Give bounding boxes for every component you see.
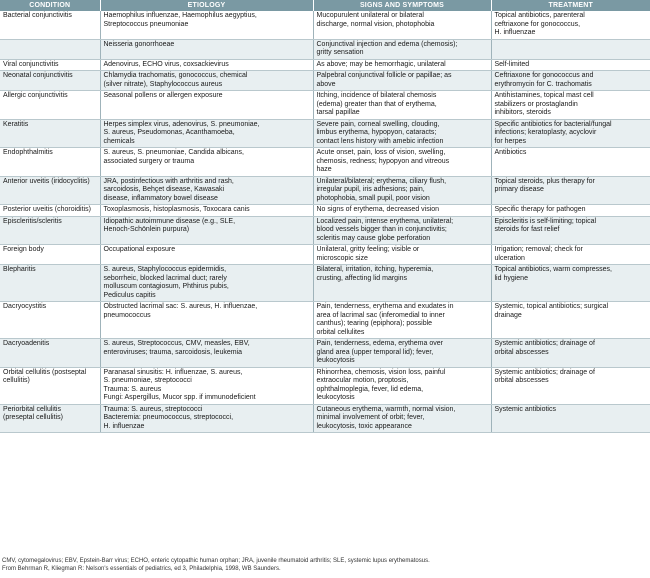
- table-row: [0, 119, 650, 148]
- cell-signs: Unilateral/bilateral; erythema, ciliary flush, irregular pupil, iris adhesions; pain, photophobia, small pupil, poor vision: [313, 176, 491, 205]
- cell-condition: Keratitis: [0, 119, 100, 148]
- cell-condition: Blepharitis: [0, 265, 100, 302]
- cell-treatment: [491, 39, 650, 59]
- table-row: [0, 404, 650, 433]
- cell-etiology: Toxoplasmosis, histoplasmosis, Toxocara canis: [100, 205, 313, 217]
- cell-etiology: Seasonal pollens or allergen exposure: [100, 91, 313, 120]
- cell-signs: Conjunctival injection and edema (chemosis); gritty sensation: [313, 39, 491, 59]
- cell-signs: Pain, tenderness, erythema and exudates in area of lacrimal sac (inferomedial to inner canthus); tearing (epiphora); possible orbital cellulites: [313, 302, 491, 339]
- header-signs: SIGNS AND SYMPTOMS: [313, 0, 491, 11]
- cell-etiology: Neisseria gonorrhoeae: [100, 39, 313, 59]
- cell-etiology: Occupational exposure: [100, 245, 313, 265]
- table-row: [0, 339, 650, 368]
- cell-etiology: S. aureus, S. pneumoniae, Candida albicans, associated surgery or trauma: [100, 148, 313, 177]
- table-row: [0, 11, 650, 39]
- table-row: [0, 205, 650, 217]
- cell-condition: Foreign body: [0, 245, 100, 265]
- cell-condition: Periorbital cellulitis (preseptal cellulitis): [0, 404, 100, 433]
- cell-treatment: Topical antibiotics, warm compresses, lid hygiene: [491, 265, 650, 302]
- cell-treatment: Ceftriaxone for gonococcus and erythromycin for C. trachomatis: [491, 71, 650, 91]
- header-condition: CONDITION: [0, 0, 100, 11]
- footnote-source: From Behrman R, Kliegman R: Nelson's essentials of pediatrics, ed 3, Philadelphia, 1998, WB Saunders.: [2, 566, 281, 572]
- cell-treatment: Topical steroids, plus therapy for primary disease: [491, 176, 650, 205]
- cell-etiology: Haemophilus influenzae, Haemophilus aegyptius, Streptococcus pneumoniae: [100, 11, 313, 39]
- cell-treatment: Antihistamines, topical mast cell stabilizers or prostaglandin inhibitors, steroids: [491, 91, 650, 120]
- cell-condition: Allergic conjunctivitis: [0, 91, 100, 120]
- cell-condition: Viral conjunctivitis: [0, 59, 100, 71]
- cell-treatment: Irrigation; removal; check for ulceration: [491, 245, 650, 265]
- cell-condition: Posterior uveitis (choroiditis): [0, 205, 100, 217]
- cell-condition: Bacterial conjunctivitis: [0, 11, 100, 39]
- cell-etiology: Obstructed lacrimal sac: S. aureus, H. influenzae, pneumococcus: [100, 302, 313, 339]
- table-row: [0, 245, 650, 265]
- header-treatment: TREATMENT: [491, 0, 650, 11]
- cell-treatment: Systemic antibiotics; drainage of orbital abscesses: [491, 339, 650, 368]
- cell-signs: Rhinorrhea, chemosis, vision loss, painful extraocular motion, proptosis, ophthalmoplegia, fever, lid edema, leukocytosis: [313, 367, 491, 404]
- cell-treatment: Self-limited: [491, 59, 650, 71]
- cell-etiology: Paranasal sinusitis: H. influenzae, S. aureus, S. pneumoniae, streptococci Trauma: S. aureus Fungi: Aspergillus, Mucor spp. if immunodeficient: [100, 367, 313, 404]
- cell-condition: [0, 39, 100, 59]
- cell-condition: Neonatal conjunctivitis: [0, 71, 100, 91]
- cell-etiology: Adenovirus, ECHO virus, coxsackievirus: [100, 59, 313, 71]
- table-row: [0, 148, 650, 177]
- cell-condition: Dacryocystitis: [0, 302, 100, 339]
- table-row: [0, 59, 650, 71]
- cell-condition: Anterior uveitis (iridocyclitis): [0, 176, 100, 205]
- table-row: [0, 71, 650, 91]
- cell-signs: Acute onset, pain, loss of vision, swelling, chemosis, redness; hypopyon and vitreous haze: [313, 148, 491, 177]
- cell-signs: Cutaneous erythema, warmth, normal vision, minimal involvement of orbit; fever, leukocytosis, toxic appearance: [313, 404, 491, 433]
- cell-treatment: Specific antibiotics for bacterial/fungal infections; keratoplasty, acyclovir for herpes: [491, 119, 650, 148]
- header-etiology: ETIOLOGY: [100, 0, 313, 11]
- cell-signs: No signs of erythema, decreased vision: [313, 205, 491, 217]
- cell-etiology: Idiopathic autoimmune disease (e.g., SLE, Henoch-Schönlein purpura): [100, 216, 313, 245]
- cell-etiology: Herpes simplex virus, adenovirus, S. pneumoniae, S. aureus, Pseudomonas, Acanthamoeba, chemicals: [100, 119, 313, 148]
- cell-etiology: JRA, postinfectious with arthritis and rash, sarcoidosis, Behçet disease, Kawasaki disease, inflammatory bowel disease: [100, 176, 313, 205]
- cell-etiology: Trauma: S. aureus, streptococci Bacteremia: pneumococcus, streptococci, H. influenzae: [100, 404, 313, 433]
- cell-etiology: Chlamydia trachomatis, gonococcus, chemical (silver nitrate), Staphylococcus aureus: [100, 71, 313, 91]
- header-row: [0, 0, 650, 11]
- cell-signs: Itching, incidence of bilateral chemosis (edema) greater than that of erythema, tarsal papillae: [313, 91, 491, 120]
- table-row: [0, 216, 650, 245]
- cell-etiology: S. aureus, Streptococcus, CMV, measles, EBV, enteroviruses; trauma, sarcoidosis, leukemia: [100, 339, 313, 368]
- cell-signs: Unilateral, gritty feeling; visible or microscopic size: [313, 245, 491, 265]
- cell-treatment: Topical antibiotics, parenteral ceftriaxone for gonococcus, H. influenzae: [491, 11, 650, 39]
- cell-signs: Severe pain, corneal swelling, clouding, limbus erythema, hypopyon, cataracts; contact lens history with amebic infection: [313, 119, 491, 148]
- table-body: [0, 11, 650, 433]
- cell-signs: Palpebral conjunctival follicle or papillae; as above: [313, 71, 491, 91]
- cell-condition: Endophthalmitis: [0, 148, 100, 177]
- cell-condition: Dacryoadenitis: [0, 339, 100, 368]
- cell-condition: Episcleritis/scleritis: [0, 216, 100, 245]
- table-header: [0, 0, 650, 11]
- cell-treatment: Antibiotics: [491, 148, 650, 177]
- cell-treatment: Systemic antibiotics; drainage of orbital abscesses: [491, 367, 650, 404]
- cell-signs: Localized pain, intense erythema, unilateral; blood vessels bigger than in conjunctivitis; scleritis may cause globe perforation: [313, 216, 491, 245]
- cell-treatment: Specific therapy for pathogen: [491, 205, 650, 217]
- table-row: [0, 265, 650, 302]
- table-row: [0, 302, 650, 339]
- footnote: [2, 557, 648, 573]
- cell-signs: Bilateral, irritation, itching, hyperemia, crusting, affecting lid margins: [313, 265, 491, 302]
- table-row: [0, 176, 650, 205]
- cell-etiology: S. aureus, Staphylococcus epidermidis, seborrheic, blocked lacrimal duct; rarely molluscum contagiosum, Phthirus pubis, Pediculus capitis: [100, 265, 313, 302]
- table-row: [0, 39, 650, 59]
- cell-treatment: Systemic, topical antibiotics; surgical drainage: [491, 302, 650, 339]
- cell-signs: Pain, tenderness, edema, erythema over gland area (upper temporal lid); fever, leukocytosis: [313, 339, 491, 368]
- table-row: [0, 91, 650, 120]
- cell-treatment: Episcleritis is self-limiting; topical steroids for fast relief: [491, 216, 650, 245]
- footnote-abbreviations: CMV, cytomegalovirus; EBV, Epstein-Barr virus; ECHO, enteric cytopathic human orphan; JRA, juvenile rheumatoid arthritis; SLE, systemic lupus erythematosus.: [2, 558, 430, 564]
- cell-condition: Orbital cellulitis (postseptal cellulitis): [0, 367, 100, 404]
- table-row: [0, 367, 650, 404]
- cell-signs: Mucopurulent unilateral or bilateral discharge, normal vision, photophobia: [313, 11, 491, 39]
- cell-signs: As above; may be hemorrhagic, unilateral: [313, 59, 491, 71]
- cell-treatment: Systemic antibiotics: [491, 404, 650, 433]
